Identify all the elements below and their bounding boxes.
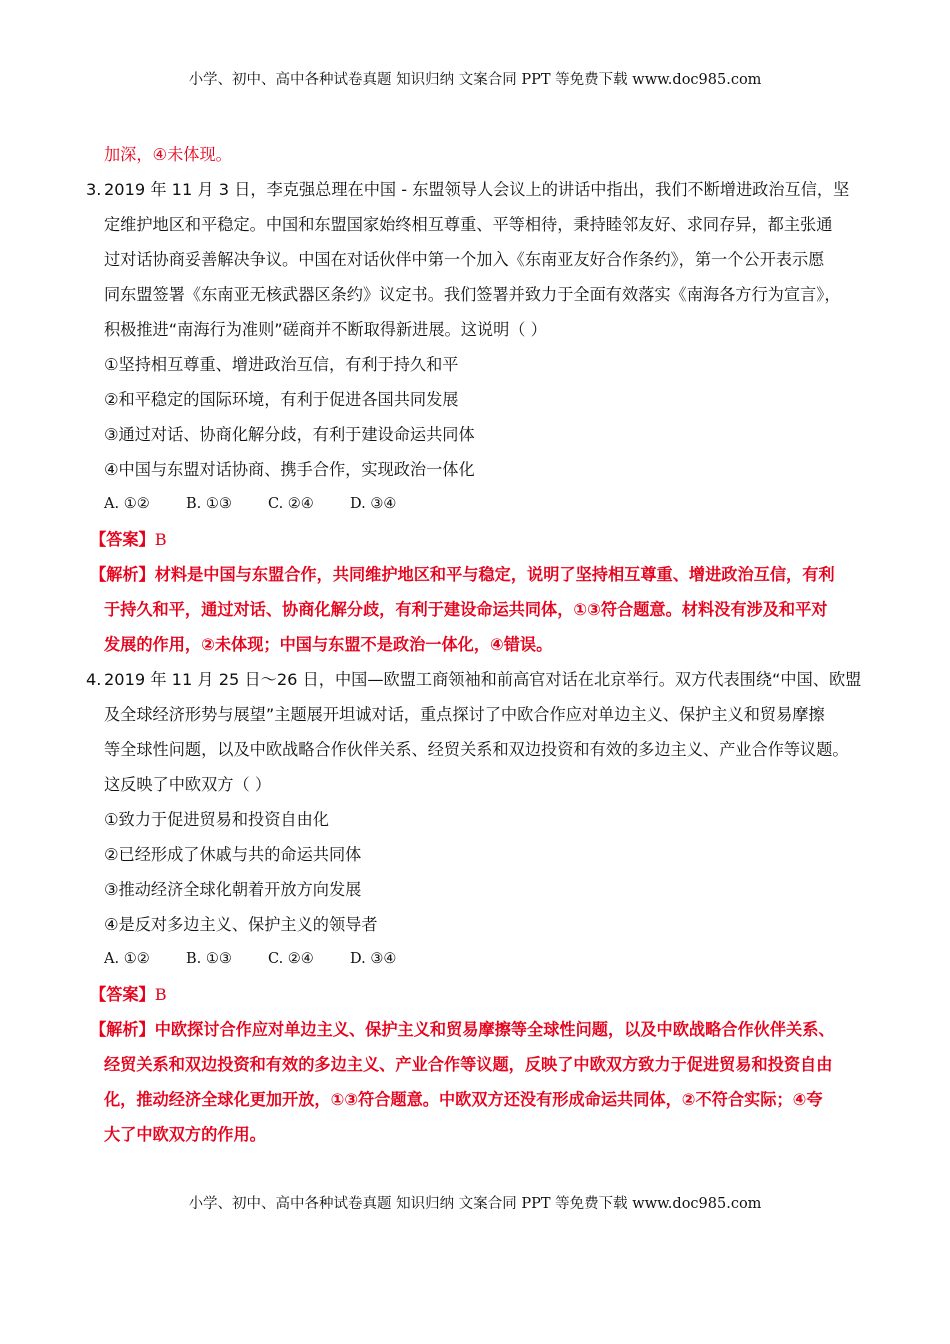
answer-value: B xyxy=(154,985,167,1004)
document-body xyxy=(86,143,884,1158)
statement-item: ④中国与东盟对话协商、携手合作，实现政治一体化 xyxy=(104,460,475,479)
analysis-line: 【解析】材料是中国与东盟合作，共同维护地区和平与稳定，说明了坚持相互尊重、增进政治互信，有利 xyxy=(90,565,835,584)
analysis-line: 经贸关系和双边投资和有效的多边主义、产业合作等议题，反映了中欧双方致力于促进贸易和投资自由 xyxy=(104,1055,833,1074)
option-b: B. ①③ xyxy=(186,951,232,967)
option-d: D. ③④ xyxy=(350,496,397,512)
answer-line xyxy=(90,983,884,1018)
answer-label: 【答案】 xyxy=(90,530,155,549)
page-footer: 小学、初中、高中各种试卷真题 知识归纳 文案合同 PPT 等免费下载 www.doc985.com xyxy=(188,1196,762,1212)
analysis-label: 【解析】 xyxy=(90,565,155,584)
choice-options xyxy=(104,493,884,528)
analysis-line: 化，推动经济全球化更加开放，①③符合题意。中欧双方还没有形成命运共同体，②不符合实际；④夸 xyxy=(104,1090,823,1109)
answer-label: 【答案】 xyxy=(90,985,155,1004)
analysis-line: 发展的作用，②未体现；中国与东盟不是政治一体化，④错误。 xyxy=(104,635,553,654)
statement-item: ①致力于促进贸易和投资自由化 xyxy=(104,810,329,829)
question-stem-line: 及全球经济形势与展望”主题展开坦诚对话，重点探讨了中欧合作应对单边主义、保护主义和贸易摩擦 xyxy=(104,705,825,724)
page-header: 小学、初中、高中各种试卷真题 知识归纳 文案合同 PPT 等免费下载 www.doc985.com xyxy=(188,72,762,88)
statement-item: ③推动经济全球化朝着开放方向发展 xyxy=(104,880,362,899)
question-stem-line: 积极推进“南海行为准则”磋商并不断取得新进展。这说明（ ） xyxy=(104,320,547,339)
option-d: D. ③④ xyxy=(350,951,397,967)
carry-over-text: 加深，④未体现。 xyxy=(104,145,232,164)
question-stem-line: 过对话协商妥善解决争议。中国在对话伙伴中第一个加入《东南亚友好合作条约》，第一个公开表示愿 xyxy=(104,250,825,269)
option-b: B. ①③ xyxy=(186,496,232,512)
statement-item: ③通过对话、协商化解分歧，有利于建设命运共同体 xyxy=(104,425,475,444)
analysis-line: 于持久和平，通过对话、协商化解分歧，有利于建设命运共同体，①③符合题意。材料没有涉及和平对 xyxy=(104,600,828,619)
option-a: A. ①② xyxy=(104,496,150,512)
choice-options xyxy=(104,948,884,983)
question-stem-line: 同东盟签署《东南亚无核武器区条约》议定书。我们签署并致力于全面有效落实《南海各方行为宣言》， xyxy=(104,285,841,304)
statement-item: ④是反对多边主义、保护主义的领导者 xyxy=(104,915,378,934)
option-c: C. ②④ xyxy=(268,496,314,512)
question-number: 4. xyxy=(86,670,102,689)
question-stem-line: 4. 2019 年 11 月 25 日～26 日，中国—欧盟工商领袖和前高官对话在北京举行。双方代表围绕“中国、欧盟 xyxy=(86,670,862,689)
answer-value: B xyxy=(154,530,167,549)
statement-item: ①坚持相互尊重、增进政治互信，有利于持久和平 xyxy=(104,355,459,374)
analysis-line: 大了中欧双方的作用。 xyxy=(104,1125,266,1144)
question-stem-line: 这反映了中欧双方（ ） xyxy=(104,775,272,794)
question-stem-line: 等全球性问题，以及中欧战略合作伙伴关系、经贸关系和双边投资和有效的多边主义、产业合作等议题。 xyxy=(104,740,849,759)
answer-line xyxy=(90,528,884,563)
question-4 xyxy=(86,668,884,1158)
option-c: C. ②④ xyxy=(268,951,314,967)
question-3 xyxy=(86,178,884,668)
analysis-line: 【解析】中欧探讨合作应对单边主义、保护主义和贸易摩擦等全球性问题，以及中欧战略合作伙伴关系、 xyxy=(90,1020,835,1039)
question-stem-line: 定维护地区和平稳定。中国和东盟国家始终相互尊重、平等相待，秉持睦邻友好、求同存异，都主张通 xyxy=(104,215,833,234)
question-stem-line: 3. 2019 年 11 月 3 日，李克强总理在中国 - 东盟领导人会议上的讲话中指出，我们不断增进政治互信，坚 xyxy=(86,180,850,199)
option-a: A. ①② xyxy=(104,951,150,967)
statement-item: ②已经形成了休戚与共的命运共同体 xyxy=(104,845,362,864)
statement-item: ②和平稳定的国际环境，有利于促进各国共同发展 xyxy=(104,390,459,409)
analysis-label: 【解析】 xyxy=(90,1020,155,1039)
question-number: 3. xyxy=(86,180,102,199)
